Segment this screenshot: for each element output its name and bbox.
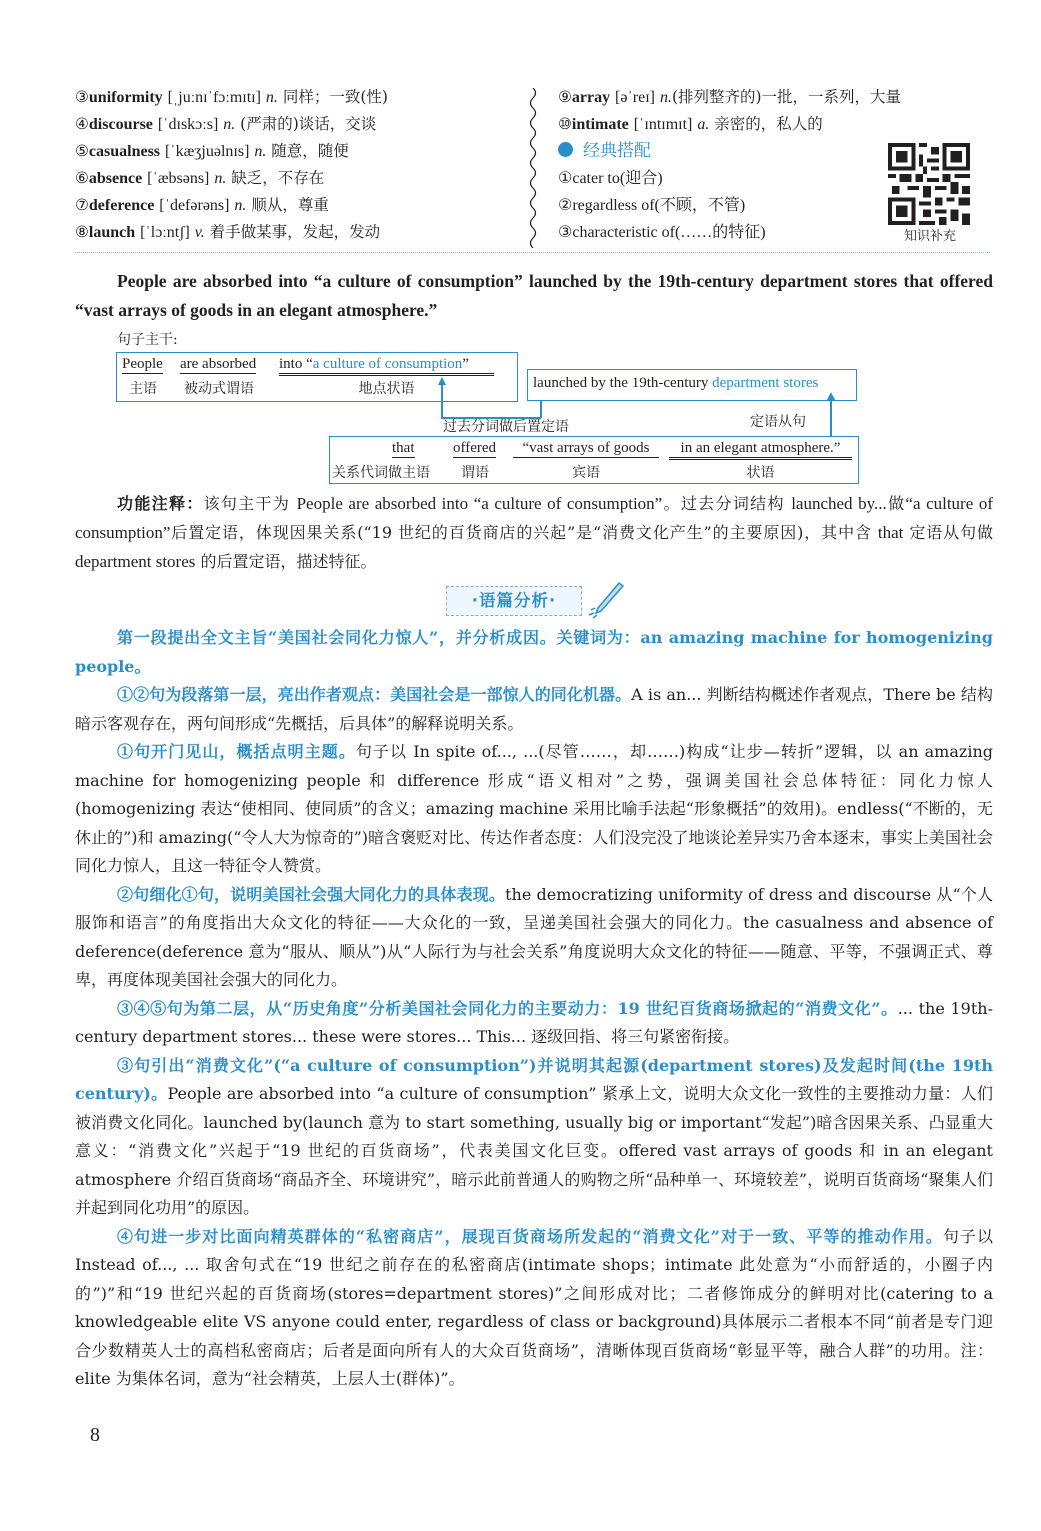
- main-structure-label: 句子主干:: [117, 332, 178, 348]
- analysis-text: ... the 19th-century department stores... these were stores... This... 逐级回指、将三句紧密衔接。: [75, 998, 993, 1046]
- diagram-clause-adverbial: in an elegant atmosphere.”: [669, 440, 852, 460]
- analysis-text: 句子以 In spite of..., ...(尽管……，却……)构成“让步—转折”逻辑，以 an amazing machine for homogenizing people 和 difference 形成“语义相对”之势，强调美国社会总体特征：同化力惊人(homogenizing 表达“使相同、使同质”的含义；amazing machine 采用比喻手法起“形象概括”的效用)。endless(“不断的，无休止的”)和 amazing(“令人大为惊奇的”)暗含褒贬对比、传达作者态度：人们没完没了地谈论差异实乃舍本逐末，事实上美国社会同化力惊人，且这一特征令人赞赏。: [75, 742, 993, 875]
- connector-line: [441, 384, 443, 418]
- vocab-pos: n.: [659, 89, 672, 106]
- vocab-word: casualness: [88, 143, 161, 160]
- function-note-title: 功能注释：: [117, 494, 204, 513]
- vocab-ipa: [əˈreɪ]: [615, 89, 656, 106]
- note-text: 定语从句做: [903, 523, 993, 542]
- pen-icon: [585, 580, 625, 620]
- diagram-clause-predicate-label: 谓语: [461, 466, 489, 481]
- analysis-text: 句子以 Instead of..., ... 取舍句式在“19 世纪之前存在的私密商店(intimate shops；intimate 此处意为“小而舒适的，小圈子内的”)”和“19 世纪兴起的百货商场(stores=department stores)”之间形成对比；二者修饰成分的鲜明对比(catering to a knowledgeable elite VS anyone could enter, regardless of class or background)具体展示二者根本不同“前者是专门迎合少数精英人士的高档私密商店；后者是面向所有人的大众百货商场”，清晰体现百货商场“彰显平等，融合人群”的功用。注：elite 为集体名词，意为“社会精英，上层人士(群体)”。: [75, 1226, 993, 1388]
- dotted-divider: [75, 252, 990, 253]
- analysis-highlight: ①句开门见山，概括点明主题。: [117, 742, 356, 761]
- analysis-highlight: ②句细化①句，说明美国社会强大同化力的具体表现。: [117, 884, 506, 904]
- diagram-box-relative-clause: [329, 436, 859, 484]
- vocab-pos: v.: [194, 224, 205, 241]
- vocab-ipa: [ˈæbsəns]: [147, 170, 210, 187]
- qr-label: 知识补充: [903, 229, 956, 244]
- vocab-number: ④: [75, 115, 89, 133]
- vocab-item: [558, 84, 978, 111]
- analysis-paragraph: [75, 681, 993, 738]
- vocab-ipa: [ˌjuːnɪˈfɔːmɪtɪ]: [167, 89, 261, 106]
- diagram-adverbial: [279, 356, 494, 376]
- analysis-text: the democratizing uniformity of dress and discourse 从“个人服饰和语言”的角度指出大众文化的特征——大众化的一致，呈递美国社会强大的同化力。the casualness and absence of deference(deference 意为“服从、顺从”)从“人际行为与社会关系”角度说明大众文化的特征——随意、平等，不强调正式、尊卑，再度体现美国社会强大的同化力。: [75, 884, 993, 989]
- vocab-item: [75, 111, 535, 138]
- vocab-number: ③: [75, 88, 89, 106]
- diagram-clause-adverbial-label: 状语: [746, 466, 775, 481]
- analysis-text: People are absorbed into “a culture of consumption” 紧承上文，说明大众文化一致性的主要推动力量：人们被消费文化同化。launched by(launch 意为 to start something, usually big or important“发起”)暗含因果关系、凸显重大意义：“消费文化”兴起于“19 世纪的百货商场”，代表美国文化巨变。offered vast arrays of goods 和 in an elegant atmosphere 介绍百货商场“商品齐全、环境讲究”，暗示此前普通人的购物之所“品种单一、环境较差”，说明百货商场“聚集人们并起到同化功用”的原因。: [75, 1084, 993, 1217]
- vocab-item: [75, 165, 535, 192]
- vocab-meaning: 顺从，尊重: [251, 196, 329, 214]
- phrase-item: ③characteristic of(……的特征): [558, 224, 766, 241]
- vocab-word: absence: [88, 170, 143, 187]
- diagram-participle-highlight: department stores: [712, 375, 819, 391]
- vocab-item: [75, 219, 535, 246]
- diagram-rel-pronoun: that: [392, 440, 415, 456]
- note-text: department stores: [75, 552, 196, 571]
- vocab-item: [558, 111, 978, 138]
- vocab-number: ⑧: [75, 223, 89, 241]
- vocab-word: launch: [88, 224, 136, 241]
- vocab-meaning: 缺乏，不存在: [231, 169, 325, 187]
- note-text: 。过去分词结构: [662, 494, 792, 513]
- vocab-ipa: [ˈdefərəns]: [159, 197, 230, 214]
- vocab-word: deference: [88, 197, 155, 214]
- analysis-highlight: ①②句为段落第一层，亮出作者观点：美国社会是一部惊人的同化机器。: [117, 685, 632, 704]
- vocab-list-left: [75, 84, 535, 246]
- wavy-divider: [527, 88, 539, 248]
- diagram-adverbial-prefix: into “: [279, 356, 313, 372]
- vocab-word: discourse: [88, 116, 153, 133]
- vocab-ipa: [ˈdɪskɔːs]: [157, 116, 219, 133]
- vocab-pos: n.: [234, 197, 247, 214]
- analysis-paragraph: [75, 738, 993, 881]
- note-text: that: [877, 523, 904, 542]
- connector-label-participle: 过去分词做后置定语: [443, 420, 569, 435]
- diagram-object: “vast arrays of goods: [513, 440, 659, 458]
- note-text: 后置定语，体现因果关系(“19 世纪的百货商店的兴起”是“消费文化产生”的主要原因)，其中含: [170, 523, 878, 542]
- function-note: [75, 489, 993, 576]
- connector-line: [540, 398, 542, 418]
- note-text: 的后置定语，描述特征。: [195, 552, 377, 571]
- vocab-pos: n.: [254, 143, 267, 160]
- vocab-meaning: (排列整齐的)一批，一系列，大量: [671, 88, 902, 106]
- vocab-item: [75, 138, 535, 165]
- phrases-heading-label: 经典搭配: [583, 141, 651, 161]
- analysis-highlight: ③④⑤句为第二层，从“历史角度”分析美国社会同化力的主要动力：19 世纪百货商场掀起的“消费文化”。: [117, 998, 898, 1018]
- vocab-pos: n.: [265, 89, 278, 106]
- phrase-item: ①cater to(迎合): [558, 170, 663, 187]
- diagram-clause-predicate: offered: [453, 440, 497, 456]
- analysis-paragraph: [75, 1223, 993, 1394]
- analysis-text: A is an... 判断结构概述作者观点，There be 结构暗示客观存在，两句间形成“先概括，后具体”的解释说明关系。: [75, 685, 993, 733]
- vocab-word: array: [571, 89, 611, 106]
- diagram-participle-phrase: [533, 375, 818, 392]
- vocab-number: ⑥: [75, 169, 89, 187]
- diagram-predicate: are absorbed: [180, 356, 257, 372]
- diagram-adverbial-label: 地点状语: [358, 382, 415, 397]
- vocab-number: ⑨: [558, 88, 572, 106]
- vocab-meaning: 同样；一致(性): [282, 88, 388, 106]
- connector-label-clause: 定语从句: [750, 415, 806, 430]
- diagram-adverbial-highlight: a culture of consumption: [312, 356, 463, 372]
- vocab-meaning: 亲密的，私人的: [714, 115, 823, 133]
- note-text: People are absorbed into “a culture of consumption”: [296, 494, 663, 513]
- example-sentence: People are absorbed into “a culture of consumption” launched by the 19th-century department stores that offered “vast arrays of goods in an elegant atmosphere.”: [75, 271, 993, 320]
- diagram-participle-text: launched by the 19th-century: [533, 375, 713, 391]
- vocab-pos: n.: [223, 116, 236, 133]
- vocab-ipa: [ˈlɔːntʃ]: [140, 224, 190, 241]
- note-text: 该句主干为: [203, 494, 297, 513]
- section-tag-discourse-analysis: ·语篇分析·: [446, 586, 582, 616]
- diagram-adverbial-suffix: ”: [462, 356, 469, 372]
- vocab-word: intimate: [571, 116, 629, 133]
- diagram-box-main-clause: [116, 352, 518, 402]
- vocab-meaning: 随意，随便: [271, 142, 349, 160]
- diagram-subject-label: 主语: [129, 382, 157, 397]
- vocab-ipa: [ˈɪntɪmɪt]: [633, 116, 693, 133]
- vocab-number: ⑩: [558, 115, 572, 133]
- note-text: launched by...: [791, 494, 887, 513]
- analysis-highlight: 第一段提出全文主旨“美国社会同化力惊人”，并分析成因。关键词为：an amazing machine for homogenizing people。: [75, 628, 993, 676]
- note-text: “a culture of consumption”: [75, 494, 993, 542]
- page-number: 8: [90, 1424, 100, 1446]
- vocab-item: [75, 192, 535, 219]
- diagram-object-label: 宾语: [572, 466, 600, 481]
- analysis-paragraph: [75, 995, 993, 1052]
- analysis-paragraph: [75, 1052, 993, 1223]
- vocab-pos: n.: [214, 170, 227, 187]
- analysis-highlight: ④句进一步对比面向精英群体的“私密商店”，展现百货商场所发起的“消费文化”对于一致、平等的推动作用。: [117, 1226, 943, 1246]
- vocab-meaning: (严肃的)谈话，交谈: [240, 115, 377, 133]
- vocab-item: [75, 84, 535, 111]
- qr-code-icon[interactable]: [887, 143, 971, 225]
- analysis-paragraph: [75, 881, 993, 995]
- analysis-highlight: ③句引出“消费文化”(“a culture of consumption”)并说明其起源(department stores)及发起时间(the 19th century)。: [75, 1055, 993, 1103]
- vocab-number: ⑦: [75, 196, 89, 214]
- diagram-subject: People: [122, 356, 163, 372]
- vocab-ipa: [ˈkæʒjuəlnɪs]: [164, 143, 250, 160]
- vocab-pos: a.: [697, 116, 710, 133]
- note-text: 做: [886, 494, 906, 513]
- vocab-word: uniformity: [88, 89, 163, 106]
- diagram-rel-pronoun-label: 关系代词做主语: [332, 466, 430, 481]
- diagram-box-participle: [527, 369, 857, 401]
- bullet-dot-icon: [558, 142, 573, 157]
- vocab-meaning: 着手做某事，发起，发动: [209, 223, 381, 241]
- connector-line: [830, 399, 832, 437]
- vocab-number: ⑤: [75, 142, 89, 160]
- analysis-paragraph: [75, 624, 993, 681]
- diagram-predicate-label: 被动式谓语: [184, 382, 254, 397]
- phrase-item: ②regardless of(不顾，不管): [558, 197, 746, 214]
- analysis-body: [75, 624, 993, 1394]
